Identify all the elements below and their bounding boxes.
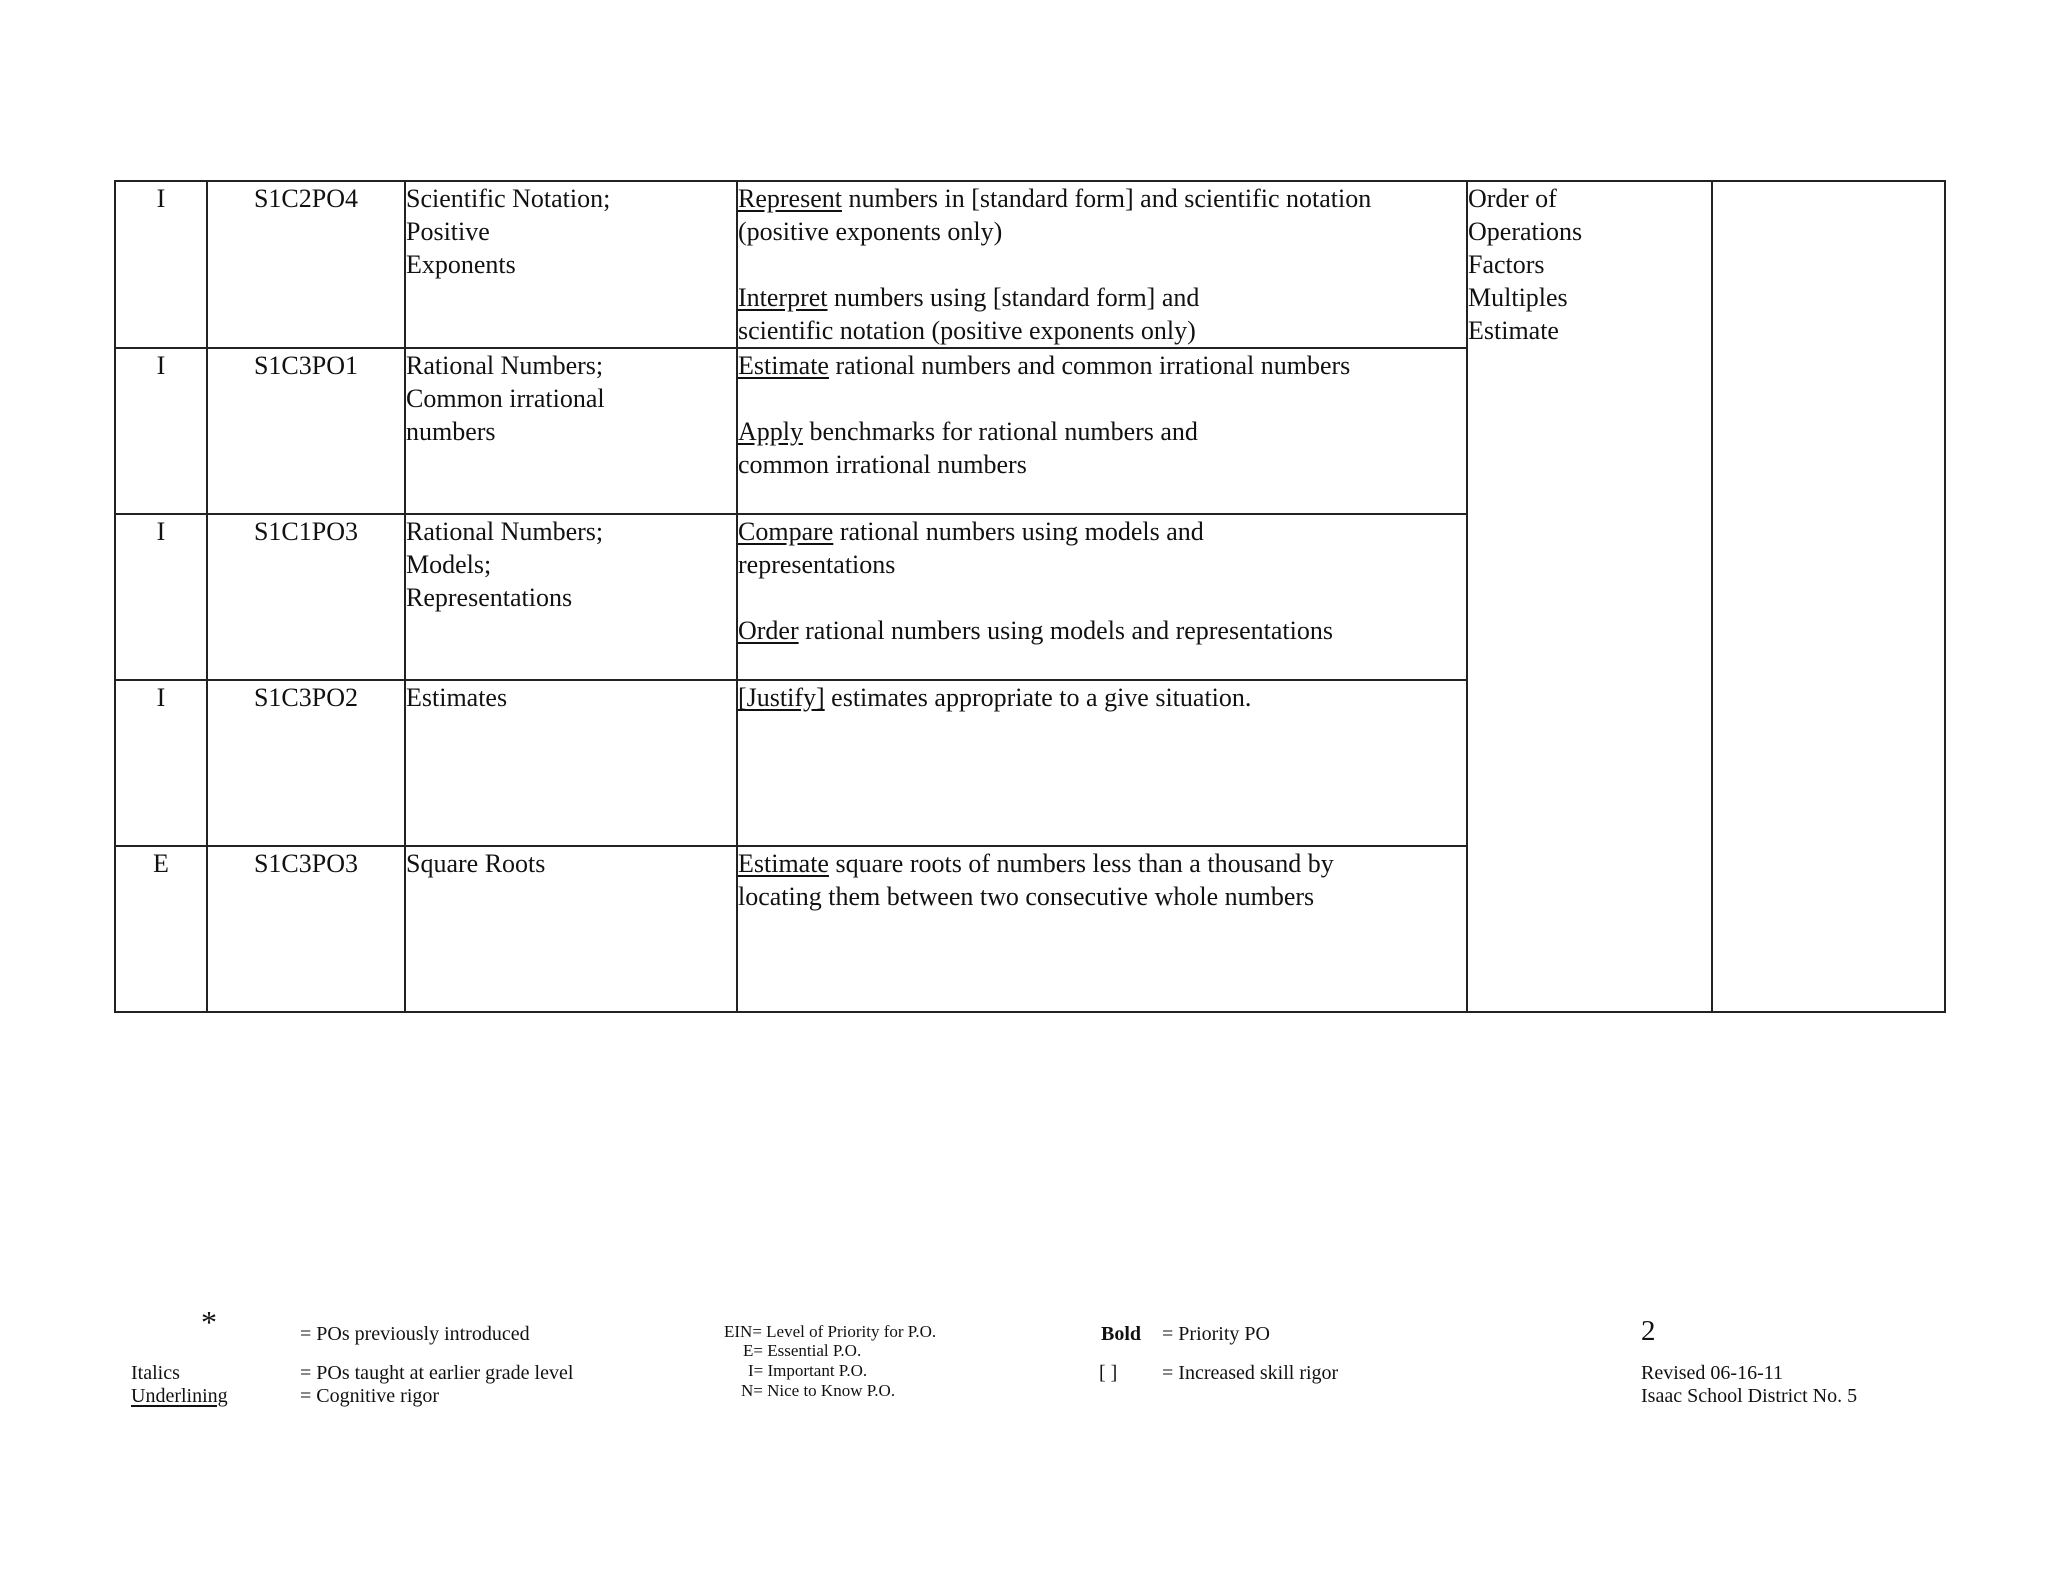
po-code-cell: S1C2PO4 [207, 181, 405, 348]
objective-verb: Estimate [738, 849, 829, 878]
objective-line [738, 349, 1466, 382]
objective-cell [737, 348, 1467, 514]
objective-text: rational numbers using models and representations [798, 616, 1333, 645]
po-code-cell: S1C1PO3 [207, 514, 405, 680]
curriculum-table [114, 180, 1946, 1013]
legend-italics-label: Italics [131, 1362, 180, 1384]
concept-line: numbers [406, 417, 496, 446]
legend-ein-essential: E= Essential P.O. [743, 1341, 862, 1360]
objective-text: numbers using [standard form] and [827, 283, 1200, 312]
concept-line: Square Roots [406, 849, 546, 878]
legend-ein-nice: N= Nice to Know P.O. [741, 1381, 896, 1400]
objective-line [738, 847, 1466, 880]
objective-verb: [Justify] [738, 683, 825, 712]
district-name: Isaac School District No. 5 [1641, 1385, 1858, 1407]
objective-text: rational numbers and common irrational numbers [828, 351, 1351, 380]
concept-line: Common irrational [406, 384, 605, 413]
objective-continuation: common irrational numbers [738, 450, 1027, 479]
vocabulary-term: Estimate [1468, 316, 1559, 345]
objective-verb: Interpret [738, 283, 828, 312]
concept-line: Scientific Notation; [406, 184, 611, 213]
objective-line [738, 415, 1466, 448]
vocabulary-term: Order of [1468, 184, 1557, 213]
legend-bracket-desc: = Increased skill rigor [1162, 1362, 1339, 1384]
concept-cell [405, 680, 737, 846]
objective-text: estimates appropriate to a give situation. [824, 683, 1252, 712]
objective-text: numbers in [standard form] and scientific notation [841, 184, 1372, 213]
objective-cell [737, 514, 1467, 680]
concept-line: Rational Numbers; [406, 517, 604, 546]
legend-italics-desc: = POs taught at earlier grade level [300, 1362, 574, 1384]
concept-line: Representations [406, 583, 573, 612]
legend-ein-title: EIN= Level of Priority for P.O. [724, 1322, 937, 1341]
objective-line [738, 281, 1466, 314]
concept-cell [405, 348, 737, 514]
legend-star-desc: = POs previously introduced [300, 1323, 530, 1345]
vocabulary-cell [1467, 181, 1712, 1012]
legend-bracket-label: [ ] [1099, 1362, 1118, 1384]
objective-line [738, 614, 1466, 647]
concept-cell [405, 181, 737, 348]
legend-bold-label: Bold [1101, 1323, 1142, 1345]
table-row [115, 181, 1945, 348]
objective-cell [737, 680, 1467, 846]
objective-cell [737, 181, 1467, 348]
objective-verb: Compare [738, 517, 834, 546]
concept-line: Exponents [406, 250, 516, 279]
concept-cell [405, 846, 737, 1012]
po-code-cell: S1C3PO2 [207, 680, 405, 846]
objective-continuation: (positive exponents only) [738, 217, 1003, 246]
legend-bold-desc: = Priority PO [1162, 1323, 1270, 1345]
objective-verb: Represent [738, 184, 842, 213]
concept-line: Rational Numbers; [406, 351, 604, 380]
revised-date: Revised 06-16-11 [1641, 1362, 1784, 1384]
priority-cell: I [115, 181, 207, 348]
objective-line [738, 681, 1466, 714]
po-code-cell: S1C3PO1 [207, 348, 405, 514]
asterisk-symbol: * [201, 1304, 217, 1340]
vocabulary-term: Multiples [1468, 283, 1568, 312]
priority-cell: I [115, 680, 207, 846]
concept-line: Positive [406, 217, 490, 246]
objective-verb: Estimate [738, 351, 829, 380]
objective-verb: Order [738, 616, 799, 645]
objective-text: square roots of numbers less than a thousand by [828, 849, 1334, 878]
vocabulary-term: Operations [1468, 217, 1583, 246]
objective-text: benchmarks for rational numbers and [803, 417, 1198, 446]
objective-cell [737, 846, 1467, 1012]
objective-text: rational numbers using models and [833, 517, 1204, 546]
objective-continuation: representations [738, 550, 896, 579]
legend-underlining-desc: = Cognitive rigor [300, 1385, 440, 1407]
legend-ein-important: I= Important P.O. [748, 1361, 868, 1380]
priority-cell: I [115, 514, 207, 680]
objective-continuation: scientific notation (positive exponents only) [738, 316, 1196, 345]
objective-line [738, 515, 1466, 548]
objective-line [738, 182, 1466, 215]
priority-cell: E [115, 846, 207, 1012]
priority-cell: I [115, 348, 207, 514]
concept-line: Estimates [406, 683, 508, 712]
legend-underlining-label: Underlining [131, 1385, 228, 1407]
po-code-cell: S1C3PO3 [207, 846, 405, 1012]
concept-line: Models; [406, 550, 492, 579]
concept-cell [405, 514, 737, 680]
empty-column-cell [1712, 181, 1945, 1012]
objective-continuation: locating them between two consecutive whole numbers [738, 882, 1315, 911]
objective-verb: Apply [738, 417, 803, 446]
page-number: 2 [1641, 1315, 1656, 1347]
vocabulary-term: Factors [1468, 250, 1545, 279]
